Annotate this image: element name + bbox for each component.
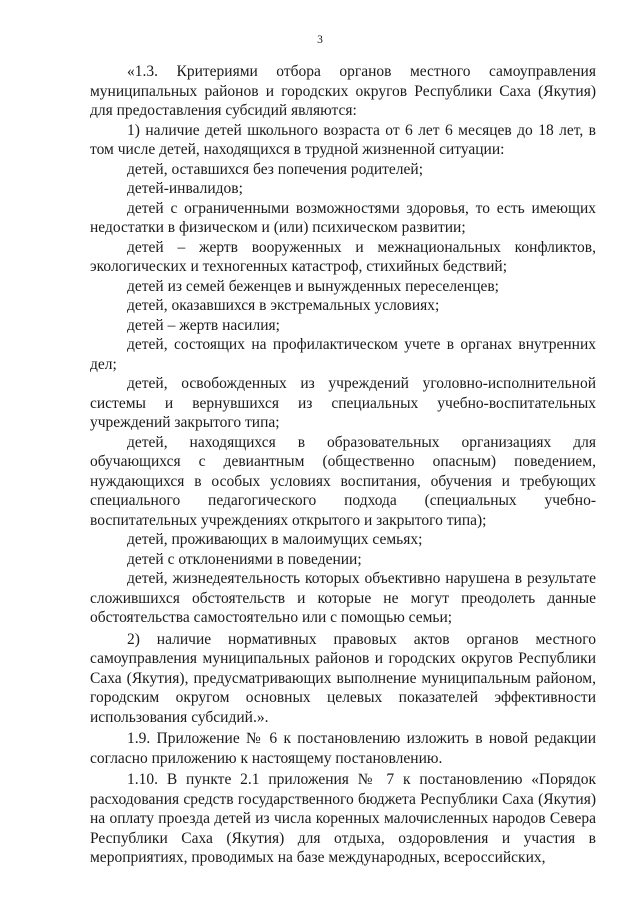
paragraph-criterion-2: 2) наличие нормативных правовых актов органов местного самоуправления муниципальных районов и городских округов Республики Саха (Якутия), предусматривающих выполнение муниципальным районом, городским округом основных целевых показателей эффективности использования субсидий.». <box>90 630 596 726</box>
page-number: 3 <box>317 34 323 46</box>
document-body <box>90 62 596 868</box>
paragraph-list-item: детей – жертв вооруженных и межнациональных конфликтов, экологических и техногенных катастроф, стихийных бедствий; <box>90 238 596 275</box>
paragraph-list-item: детей, жизнедеятельность которых объективно нарушена в результате сложившихся обстоятельств и которые не могут преодолеть данные обстоятельства самостоятельно или с помощью семьи; <box>90 570 596 626</box>
paragraph-list-item: детей из семей беженцев и вынужденных переселенцев; <box>127 277 499 295</box>
paragraph-list-item: детей, освобожденных из учреждений уголовно-исполнительной системы и вернувшихся из специальных учебно-воспитательных учреждений закрытого типа; <box>90 375 596 431</box>
paragraph-list-item: детей с отклонениями в поведении; <box>127 550 362 568</box>
paragraph-list-item: детей, оказавшихся в экстремальных условиях; <box>127 297 440 314</box>
paragraph-list-item: детей – жертв насилия; <box>127 316 280 334</box>
paragraph-list-item: детей, оставшихся без попечения родителей; <box>127 160 424 178</box>
paragraph-item-1-9: 1.9. Приложение № 6 к постановлению изложить в новой редакции согласно приложению к настоящему постановлению. <box>90 730 596 767</box>
paragraph-list-item: детей-инвалидов; <box>127 180 243 197</box>
paragraph-list-item: детей, проживающих в малоимущих семьях; <box>127 531 423 548</box>
paragraph-criteria-intro: «1.3. Критериями отбора органов местного самоуправления муниципальных районов и городских округов Республики Саха (Якутия) для предоставления субсидий являются: <box>90 63 596 119</box>
paragraph-list-item: детей, находящихся в образовательных организациях для обучающихся с девиантным (общественно опасным) поведением, нуждающихся в особых условиях воспитания, обучения и требующих специального педагогического подхода (специальных учебно-воспитательных учреждениях открытого и закрытого типа); <box>90 433 596 529</box>
paragraph-criterion-1: 1) наличие детей школьного возраста от 6 лет 6 месяцев до 18 лет, в том числе детей, находящихся в трудной жизненной ситуации: <box>90 121 596 158</box>
paragraph-item-1-10: 1.10. В пункте 2.1 приложения № 7 к постановлению «Порядок расходования средств государственного бюджета Республики Саха (Якутия) на оплату проезда детей из числа коренных малочисленных народов Севера Республики Саха (Якутия) для отдыха, оздоровления и участия в мероприятиях, проводимых на базе международных, всероссийских, <box>90 771 596 866</box>
paragraph-list-item: детей, состоящих на профилактическом учете в органах внутренних дел; <box>90 336 596 373</box>
paragraph-list-item: детей с ограниченными возможностями здоровья, то есть имеющих недостатки в физическом и (или) психическом развитии; <box>90 199 596 236</box>
